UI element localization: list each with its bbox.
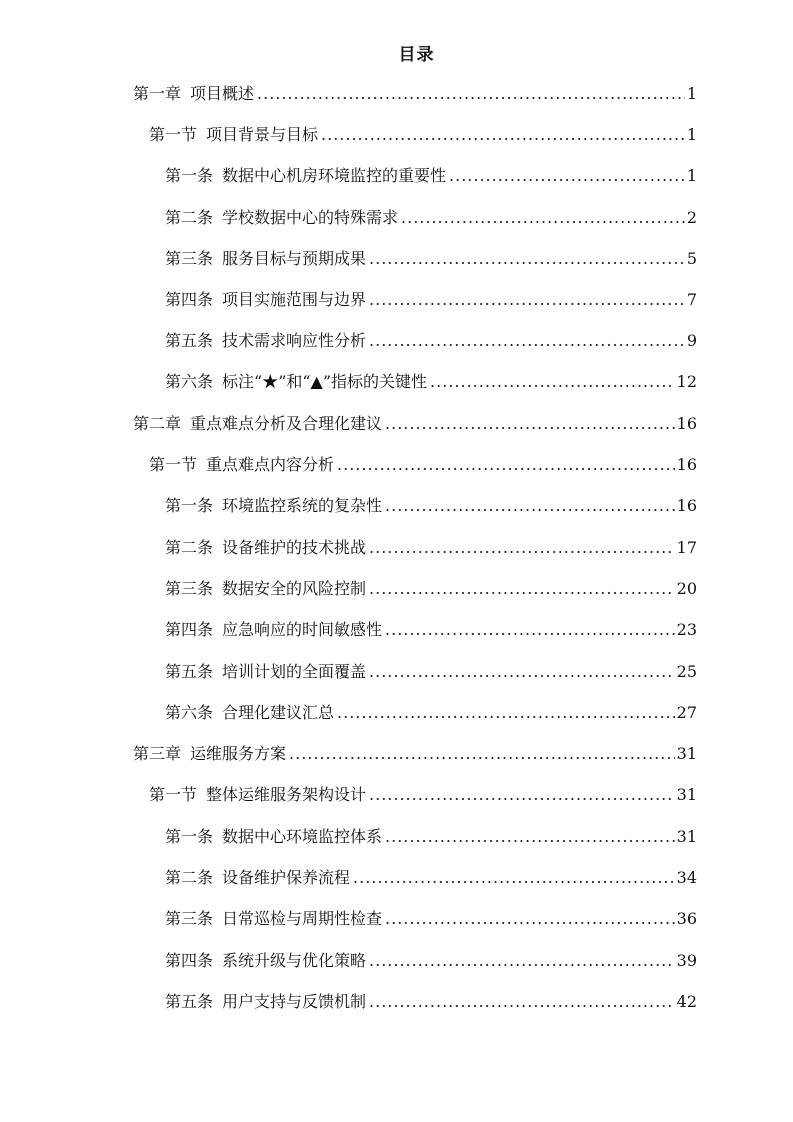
entry-text: 日常巡检与周期性检查 — [222, 909, 383, 928]
page-number: 16 — [676, 455, 697, 474]
page-number: 27 — [676, 703, 697, 722]
entry-number: 第二条 — [165, 208, 214, 227]
entry-text: 项目背景与目标 — [206, 125, 319, 144]
page-number: 23 — [676, 620, 697, 639]
entry-number: 第三条 — [165, 249, 214, 268]
page-number: 16 — [676, 496, 697, 515]
entry-text: 重点难点内容分析 — [206, 455, 335, 474]
dot-leader — [369, 534, 675, 562]
entry-text: 数据中心机房环境监控的重要性 — [222, 166, 447, 185]
dot-leader — [430, 368, 675, 396]
toc-entry-section-1-1[interactable] — [149, 121, 697, 149]
page-number: 7 — [686, 290, 697, 309]
page-number: 1 — [686, 84, 697, 103]
toc-entry-article-3-1-1[interactable] — [165, 823, 697, 851]
entry-text: 运维服务方案 — [190, 744, 287, 763]
entry-text: 项目概述 — [190, 84, 255, 103]
entry-text: 培训计划的全面覆盖 — [222, 662, 367, 681]
toc-entry-section-2-1[interactable] — [149, 451, 697, 479]
page-number: 31 — [676, 785, 697, 804]
dot-leader — [385, 410, 675, 438]
entry-text: 服务目标与预期成果 — [222, 249, 367, 268]
entry-number: 第五条 — [165, 331, 214, 350]
toc-entry-article-2-1-3[interactable] — [165, 575, 697, 603]
dot-leader — [369, 575, 675, 603]
entry-number: 第二章 — [133, 414, 182, 433]
page-number: 5 — [686, 249, 697, 268]
entry-text: 数据中心环境监控体系 — [222, 827, 383, 846]
toc-title: 目录 — [398, 45, 435, 65]
entry-text: 合理化建议汇总 — [222, 703, 335, 722]
toc-entry-article-3-1-4[interactable] — [165, 947, 697, 975]
entry-number: 第五条 — [165, 662, 214, 681]
page-number: 42 — [676, 992, 697, 1011]
toc-entry-article-2-1-6[interactable] — [165, 699, 697, 727]
page-number: 39 — [676, 951, 697, 970]
dot-leader — [449, 162, 685, 190]
entry-text: 重点难点分析及合理化建议 — [190, 414, 383, 433]
entry-text: 项目实施范围与边界 — [222, 290, 367, 309]
dot-leader — [257, 80, 685, 108]
dot-leader — [385, 823, 675, 851]
toc-entry-article-1-1-4[interactable] — [165, 286, 697, 314]
entry-number: 第三章 — [133, 744, 182, 763]
toc-entry-article-2-1-1[interactable] — [165, 492, 697, 520]
dot-leader — [369, 781, 675, 809]
dot-leader — [385, 905, 675, 933]
toc-entry-article-2-1-2[interactable] — [165, 534, 697, 562]
entry-text: 设备维护保养流程 — [222, 868, 351, 887]
dot-leader — [369, 658, 675, 686]
dot-leader — [337, 451, 675, 479]
entry-number: 第三条 — [165, 909, 214, 928]
entry-number: 第四条 — [165, 290, 214, 309]
entry-number: 第三条 — [165, 579, 214, 598]
page-number: 1 — [686, 125, 697, 144]
dot-leader — [289, 740, 675, 768]
dot-leader — [385, 492, 675, 520]
toc-entry-article-3-1-2[interactable] — [165, 864, 697, 892]
entry-number: 第二条 — [165, 868, 214, 887]
entry-number: 第一条 — [165, 827, 214, 846]
dot-leader — [353, 864, 675, 892]
page-number: 1 — [686, 166, 697, 185]
entry-text: 环境监控系统的复杂性 — [222, 496, 383, 515]
entry-number: 第四条 — [165, 951, 214, 970]
entry-number: 第一节 — [149, 455, 198, 474]
toc-entry-article-3-1-5[interactable] — [165, 988, 697, 1016]
toc-entry-article-1-1-6[interactable] — [165, 368, 697, 396]
dot-leader — [369, 327, 685, 355]
entry-text: 系统升级与优化策略 — [222, 951, 367, 970]
page-number: 31 — [676, 744, 697, 763]
toc-entry-chapter-1[interactable] — [133, 80, 697, 108]
entry-number: 第一章 — [133, 84, 182, 103]
page-number: 31 — [676, 827, 697, 846]
entry-text: 应急响应的时间敏感性 — [222, 620, 383, 639]
entry-text: 用户支持与反馈机制 — [222, 992, 367, 1011]
entry-number: 第一节 — [149, 785, 198, 804]
page-number: 20 — [676, 579, 697, 598]
dot-leader — [321, 121, 685, 149]
dot-leader — [369, 286, 685, 314]
page-number: 9 — [686, 331, 697, 350]
page-number: 36 — [676, 909, 697, 928]
dot-leader — [385, 616, 675, 644]
page-number: 12 — [676, 372, 697, 391]
dot-leader — [401, 204, 685, 232]
entry-text: 学校数据中心的特殊需求 — [222, 208, 399, 227]
entry-number: 第一节 — [149, 125, 198, 144]
entry-text: 整体运维服务架构设计 — [206, 785, 367, 804]
entry-text: 数据安全的风险控制 — [222, 579, 367, 598]
page-number: 16 — [676, 414, 697, 433]
entry-number: 第一条 — [165, 496, 214, 515]
toc-entry-article-3-1-3[interactable] — [165, 905, 697, 933]
page-number: 17 — [676, 538, 697, 557]
dot-leader — [369, 988, 675, 1016]
dot-leader — [369, 245, 685, 273]
entry-number: 第五条 — [165, 992, 214, 1011]
toc-entry-article-1-1-5[interactable] — [165, 327, 697, 355]
entry-number: 第六条 — [165, 372, 214, 391]
toc-entry-article-2-1-5[interactable] — [165, 658, 697, 686]
entry-number: 第一条 — [165, 166, 214, 185]
dot-leader — [369, 947, 675, 975]
page-number: 2 — [686, 208, 697, 227]
toc-entry-chapter-3[interactable] — [133, 740, 697, 768]
toc-entry-article-1-1-3[interactable] — [165, 245, 697, 273]
entry-number: 第四条 — [165, 620, 214, 639]
toc-entry-article-2-1-4[interactable] — [165, 616, 697, 644]
entry-text: 技术需求响应性分析 — [222, 331, 367, 350]
dot-leader — [337, 699, 675, 727]
entry-number: 第二条 — [165, 538, 214, 557]
page-number: 25 — [676, 662, 697, 681]
entry-text: 设备维护的技术挑战 — [222, 538, 367, 557]
page-number: 34 — [676, 868, 697, 887]
toc-entry-section-3-1[interactable] — [149, 781, 697, 809]
toc-entry-chapter-2[interactable] — [133, 410, 697, 438]
toc-entry-article-1-1-2[interactable] — [165, 204, 697, 232]
toc-entry-article-1-1-1[interactable] — [165, 162, 697, 190]
entry-number: 第六条 — [165, 703, 214, 722]
entry-text: 标注“★”和“▲”指标的关键性 — [222, 372, 428, 391]
